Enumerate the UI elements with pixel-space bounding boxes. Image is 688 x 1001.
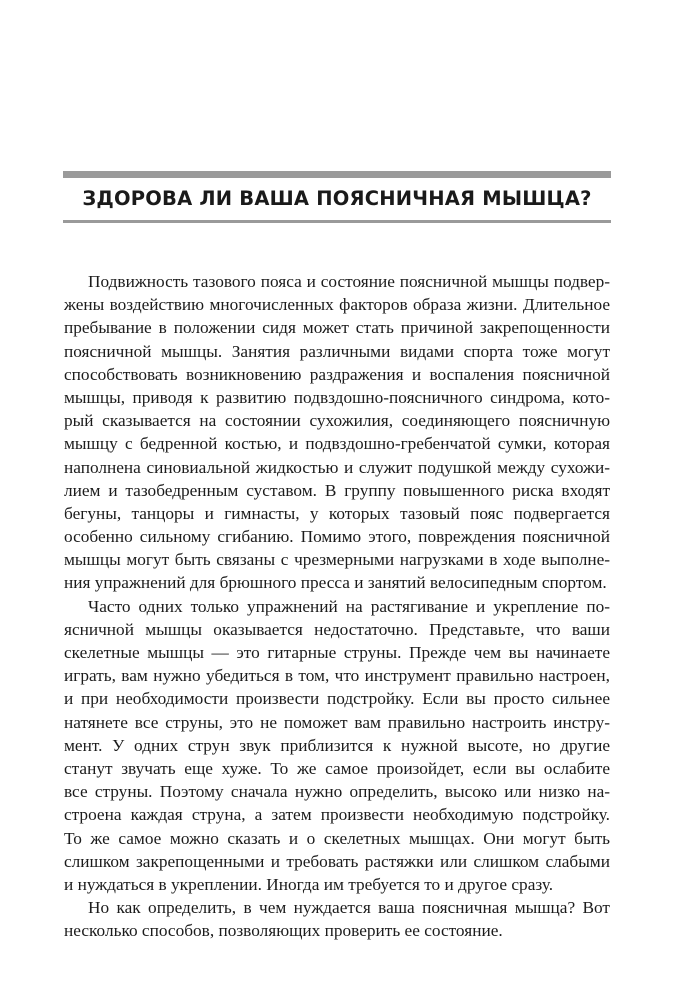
text-line: Но как определить, в чем нуждается ваша поясничная мышца? Вот bbox=[88, 898, 610, 918]
text-line: несколько способов, позволяющих проверить ее состояние. bbox=[64, 921, 503, 941]
text-line: жены воздействию многочисленных факторов образа жизни. Длительное bbox=[64, 295, 610, 315]
text-line: все струны. Поэтому сначала нужно определить, высоко или низко на- bbox=[64, 782, 610, 802]
text-line: мышцы могут быть связаны с чрезмерными нагрузками в ходе выполне- bbox=[64, 550, 610, 570]
text-line: То же самое можно сказать и о скелетных мышцах. Они могут быть bbox=[64, 828, 610, 848]
text-line: мышцы, приводя к развитию подвздошно-поясничного синдрома, кото- bbox=[64, 387, 610, 407]
paragraph bbox=[64, 595, 610, 896]
text-line: строена каждая струна, а затем произвести необходимую подстройку. bbox=[64, 805, 610, 825]
text-line: особенно сильному сгибанию. Помимо этого, повреждения поясничной bbox=[64, 527, 610, 547]
text-line: и при необходимости произвести подстройку. Если вы просто сильнее bbox=[64, 689, 610, 709]
paragraph bbox=[64, 896, 610, 942]
text-line: ния упражнений для брюшного пресса и занятий велосипедным спортом. bbox=[64, 573, 607, 593]
body-text bbox=[64, 270, 610, 942]
text-line: играть, вам нужно убедиться в том, что инструмент правильно настроен, bbox=[64, 666, 610, 686]
text-line: способствовать возникновению раздражения и воспаления поясничной bbox=[64, 364, 610, 384]
text-line: поясничной мышцы. Занятия различными видами спорта тоже могут bbox=[64, 341, 610, 361]
text-line: слишком закрепощенными и требовать растяжки или слишком слабыми bbox=[64, 851, 610, 871]
section-heading: ЗДОРОВА ЛИ ВАША ПОЯСНИЧНАЯ МЫШЦА? bbox=[82, 187, 592, 210]
text-line: Часто одних только упражнений на растягивание и укрепление по- bbox=[88, 596, 610, 616]
text-line: мышцу с бедренной костью, и подвздошно-гребенчатой сумки, которая bbox=[64, 434, 610, 454]
text-line: рый сказывается на состоянии сухожилия, соединяющего поясничную bbox=[64, 411, 610, 431]
text-line: Подвижность тазового пояса и состояние поясничной мышцы подвер- bbox=[88, 272, 610, 291]
text-line: бегуны, танцоры и гимнасты, у которых тазовый пояс подвергается bbox=[64, 503, 610, 523]
text-line: станут звучать еще хуже. То же самое произойдет, если вы ослабите bbox=[64, 758, 610, 778]
text-line: ясничной мышцы оказывается недостаточно. Представьте, что ваши bbox=[64, 619, 610, 639]
text-line: наполнена синовиальной жидкостью и служит подушкой между сухожи- bbox=[64, 457, 610, 477]
paragraph bbox=[64, 270, 610, 595]
heading-top-rule bbox=[63, 171, 611, 178]
text-line: лием и тазобедренным суставом. В группу повышенного риска входят bbox=[64, 480, 610, 500]
text-line: и нуждаться в укреплении. Иногда им требуется то и другое сразу. bbox=[64, 874, 554, 894]
heading-bottom-rule bbox=[63, 220, 611, 223]
text-line: мент. У одних струн звук приблизится к нужной высоте, но другие bbox=[64, 735, 610, 755]
text-line: пребывание в положении сидя может стать причиной закрепощенности bbox=[64, 318, 610, 338]
text-line: скелетные мышцы — это гитарные струны. Прежде чем вы начинаете bbox=[64, 643, 610, 662]
text-line: натянете все струны, это не поможет вам правильно настроить инстру- bbox=[64, 712, 610, 732]
